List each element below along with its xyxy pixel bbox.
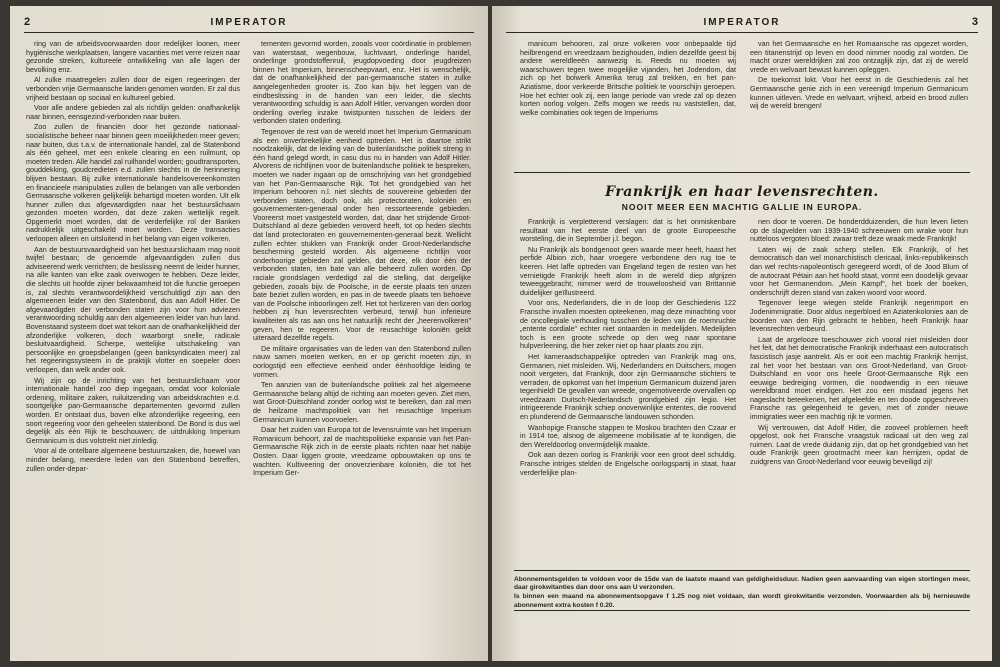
notice-top-rule: [514, 570, 970, 571]
left-page: [10, 6, 488, 661]
right-page-column-3: [520, 218, 736, 564]
left-col1-text: [26, 40, 240, 473]
paragraph: De toekomst lokt. Voor het eerst in de Geschiedenis zal het Germaansche genie zich in een vereenigd Imperium Germanicum kunnen uitleven. Vrede en welvaart, vrijheid, arbeid en brood zullen wij de wereld brengen!: [750, 75, 968, 111]
article-subtitle: NOOIT MEER EEN MACHTIG GALLIE IN EUROPA.: [621, 202, 863, 212]
article-title: Frankrijk en haar levensrechten.: [605, 184, 879, 200]
notice-bottom-rule: [514, 610, 970, 611]
left-page-column-1: [26, 40, 240, 654]
running-title-right: IMPERATOR: [703, 17, 781, 28]
paragraph: tementen gevormd worden, zooals voor coördinatie in problemen van waterstaat, wegenbouw, luchtvaart, onderlinge handel, onderlinge grondstoffenruil, jeugdopvoeding door jeugdreizen binnen het Imperium, binnenscheepvaart, enz. Het is wenschelijk, dat de onafhankelijkheid der pan-germaansche staten in zulke aangelegenheden grooter is. Zoo kan bijv. het leggen van de eindbeslissing in de handen van een leider, die slechts verantwoording schuldig is aan Adolf Hitler, vervangen worden door onderling overleg inzake twistpunten tusschen de leiders der verbonden staten onderling.: [253, 40, 471, 126]
paragraph: Tegenover leege wiegen stelde Frankrijk negerimport en Jodenimmigratie. Door aldus negerbloed en Aziatenkolonies aan de boorden van den Rijn gebracht te hebben, heeft Frankrijk haar levensrechten verbeurd.: [750, 298, 968, 334]
right-col4-text: [750, 218, 968, 467]
paragraph: Wij zijn op de inrichting van het bestuurslichaam voor internationale handel zoo diep ingegaan, omdat voor koloniale ordening, militaire zaken, ruiluitzending van arbeidskrachten e.d. soortgelijke pan-Germaansche departementen gevormd zullen worden. Er ontstaat dus, boven elke afzonderlijke regeering, een soort regeering voor den geheelen statenbond. De Bond is dus wel degelijk als één Rijk te beschouwen; de uitdrukking Imperium Germanicum is dus volstrekt niet zinledig.: [26, 375, 240, 445]
paragraph: Zoo zullen de financiën door het gezonde nationaal-socialistische beheer naar binnen geen moeilijkheden meer geven; naar buiten, dus t.a.v. de internationale handel, zal de Statenbond als één geheel, met een enkele clearing en een ruilmunt, op moeten treden. Alle handel zal ruilhandel worden; goudtransporten, gouddekking, goudcredieten e.d. zullen slechts in de herinnering blijven bestaan. Bij zulke internationale handelsovereenkomsten en financieele manipulaties zullen de belangen van alle verbonden Germaansche volkeren gelijkelijk behartigd moeten worden. Uit elk hunner zullen dus afgevaardigden naar het bestuurslichaam gezonden moeten worden, dat deze zaken wettelijk regelt. Opgemerkt moet worden, dat de verderfelijke rol der Banken nadrukkelijk uitgeschakeld moet worden. Deze transacties verloopen alleen en uitsluitend in het belang van eigen volkeren.: [26, 122, 240, 244]
running-title-left: IMPERATOR: [210, 17, 288, 28]
paragraph: Voor alle andere gebieden zal als richtlijn gelden: onafhankelijk naar binnen, eensgezind-verbonden naar buiten.: [26, 103, 240, 121]
paragraph: van het Germaansche en het Romaansche ras opgezet worden, een titanenstrijd op leven en dood nimmer noodig zal worden. De macht onzer wereldrijken zal zoo ontzaglijk zijn, dat zij de wereld vrede en welvaart bewust kunnen opleggen.: [750, 40, 968, 74]
paragraph: Voor ons, Nederlanders, die in de loop der Geschiedenis 122 Fransche invallen moesten opteekenen, mag deze minachting voor de oncollegiale verhouding tusschen de leden van de roemruchte „entente cordiale" echter niet ontaarden in medelijden. Medelijden toch is een groote schrede op den weg naar spontane hulpverleening, die hier zeker niet op haar plaats zou zijn.: [520, 298, 736, 351]
right-page-column-4: [750, 218, 968, 564]
paragraph: nen door te voeren. De honderdduizenden, die hun leven lieten op de slagvelden van 1939-1940 schreeuwen om wrake voor hun nutteloos vergoten bloed: zwaar treft deze wraak mede Frankrijk!: [750, 218, 968, 244]
paragraph: Nu Frankrijk als bondgenoot geen waarde meer heeft, haast het perfide Albion zich, haar vroegere verbondene den rug toe te keeren. Het laffe optreden van Engeland tegen de resten van het vernietigde Frankrijk heeft alom in de wereld diep afgrijzen teweeggebracht; nimmer werd de trouweloosheid van Brittannië duidelijker geïllustreerd.: [520, 244, 736, 297]
right-col3-text: [520, 218, 736, 477]
paragraph: Wij vertrouwen, dat Adolf Hitler, die zooveel problemen heeft opgelost, ook het Fransche vraagstuk radicaal uit den weg zal ruimen. Laat de vrede duidanig zijn, dat op het grondgebied van het oude Frankrijk geen grootmacht meer kan herrijzen, opdat de zuidgrens van Groot-Nederland voor eeuwig beveiligd zij!: [750, 422, 968, 467]
paragraph: Laat de argelooze toeschouwer zich vooral niet misleiden door het feit, dat het democratische Frankrijk inderhaast een autocratisch fascistisch jasje aantrekt. Als er ooit een machtig Frankrijk herrijst, zal het voor het bestaan van ons Groot-Nederland, van Groot-Duitschland en voor ons heele Groot-Germaansche Rijk een eeuwige bedreiging vormen, die noodwendig in een nieuwe wereldbrand moet eindigen. Het zou een misdaad jegens het nageslacht beteekenen, het afgeleefde en ten doode opgeschreven Fransche ras gelegenheid te geven, met of zonder nieuwe immigraties weer een machtig rijk te vormen.: [750, 334, 968, 422]
paragraph: Het kameraadschappelijke optreden van Frankrijk mag ons, Germanen, niet misleiden. Wij, Nederlanders en Duitschers, mogen nooit vergeten, dat Frankrijk, door zijn Germaansche stichters te verraden, de opkomst van het Imperium Germanicum duizend jaren tegenhield! De gevallen van wreede, ongemotiveerde overvallen op vreedzaam Duitsch-Nederlandsch grondgebied zijn legio. Het intrigeerende Frankrijk schiep onoverwinlijke ententes, die roovend en plunderend de Germaansche landouwen schonden.: [520, 351, 736, 422]
right-page: [492, 6, 992, 661]
subscription-notice: [514, 576, 970, 611]
right-page-column-1: [520, 40, 736, 166]
paragraph: Ook aan dezen oorlog is Frankrijk voor een groot deel schuldig. Fransche intriges stelden de Engelsche oorlogspartij in staat, haar verderfelijke plan-: [520, 450, 736, 477]
right-col1-text: [520, 40, 736, 117]
paragraph: Wanhopige Fransche stappen te Moskou brachten den Czaar er in 1914 toe, alsnog de algemeene mobilisatie af te kondigen, die den Wereldoorlog onvermijdelijk maakte.: [520, 422, 736, 449]
running-head-left: [24, 16, 474, 33]
paragraph: Daar het zuiden van Europa tot de levensruimte van het Imperium Romanicum behoort, zal de machtspolitieke expansie van het Pan-Germaansche Rijk zich in de eerste plaats richten naar het nabije Oosten. Daar liggen groote, vreedzame opbouwtaken op ons te wachten. Kultiveering der onoverzienbare koloniën, die tot het Imperium Ger-: [253, 425, 471, 478]
page-number-left: 2: [24, 16, 31, 28]
right-col2-text: [750, 40, 968, 111]
running-head-right: [506, 16, 978, 33]
left-page-column-2: [253, 40, 471, 654]
notice-line-1: Abonnementsgelden te voldoen voor de 15de van de laatste maand van geldigheidsduur. Nadien geen aanvaarding van eigen stortingen meer, daar girokwitanties dan door ons aan U verzonden.: [514, 576, 970, 592]
paragraph: De militaire organisaties van de leden van den Statenbond zullen nauw samen moeten werken, en er op gericht moeten zijn, in oorlogstijd een effectieve eenheid onder éénhoofdige leiding te vormen.: [253, 343, 471, 379]
paragraph: ring van de arbeidsvoorwaarden door redelijker loonen, meer hygiënische werkplaatsen, langere vacanties met verre reizen naar gezonde streken, kultureele ontwikkeling van alle lagen der bevolking enz.: [26, 40, 240, 74]
paragraph: Tegenover de rest van de wereld moet het Imperium Germanicum als een onverbrekelijke eenheid optreden. Het is daartoe strikt noodzakelijk, dat de leiding van de buitenlandsche politiek streng in één hand gelegd wordt, in casu dus nu in handen van Adolf Hitler. Alvorens de richtlijnen voor de buitenlandsche politiek te bespreken, moeten we nader ingaan op de omschrijving van het grondgebied van het Pan-Germaansche Rijk. Tot het grondgebied van het Imperium behooren n.l. niet slechts de souvereine gebieden der verbonden staten, doch ook, als protectoraten, koloniën en gouvernementen-generaal onder hen ressorteerende gebieden. Vooreerst moet vastgesteld worden, dat, daar het strijdende Groot-Duitschland al deze gebieden veroverd heeft, tot op heden slechts dat land protectoraten en gouvernementen-generaal bezit. Wellicht zullen echter stukken van Frankrijk onder Groot-Nederlandsche bescherming gesteld worden. Als algemeene richtlijn voor onderhoorige gebieden zal gelden, dat deze, elk door één der verbonden staten, ten bate van alle beheerd zullen worden. Op raciale grondslagen verdedigd zal die stelling, dat dergelijke gebieden, zooals bijv. de Poolsche, in de eerste plaats ten onzen bate beziet zullen worden, en pas in de tweede plaats ten behoeve van de Poolsche inboorlingen zelf. Het tot herlizeren van den oorlog hebben zij hun levensrechten verbeurd, terwijl hun inferieure kwaliteiten als ras aan ons het natuurlijk recht der „heerenvolkeren" geven, hen te regeeren. Voor de reusachtige koloniën geldt uiteraard dezelfde regels.: [253, 126, 471, 343]
article-top-rule: [514, 172, 970, 173]
paragraph: manicum behooren, zal onze volkeren voor onbepaalde tijd heilbrengend en vreedzaam bezighouden, indien dezelfde geest bij andere wereldleeën aanwezig is. Reeds nu moeten wij waarschuwen tegen twee mogelijke vijanden, het Jodendom, dat zich op het bolwerk Amerika terug zal trekken, en het pan-Aziatisme, door verkeerde Britsche politiek te voorschijn geroepen. Hoe het echter ook zij, een lange periode van vrede zal op dezen korten oorlog volgen. Zelfs mogen we reeds nu vaststellen, dat, welke combinaties ook tegen de Imperiums: [520, 40, 736, 117]
paragraph: Ten aanzien van de buitenlandsche politiek zal het algemeene Germaansche belang altijd de richting aan moeten geven. Ziet men, wat Groot-Duitschland zonder oorlog wist te bereiken, dan zal men de heilzame machtspolitiek van het reusachtige Imperium Germanicum kunnen voorvoelen.: [253, 380, 471, 424]
paragraph: Voor al de ontelbare algemeene bestuurszaken, die, hoewel van minder belang, meerdere leden van den Statenbond betreffen, zullen onder-depar-: [26, 446, 240, 473]
paragraph: Aan de bestuursvaardigheid van het bestuurslichaam mag nooit twijfel bestaan; de genoemde afgevaardigden zullen dus adviseerend werk verrichten; de beslissing neemt de leider hunner, na alle kanten van elke zaak overwogen te hebben. Deze leider, die slechts uit hoofde zijner bekwaamheid tot die functie geroepen is, zal slechts verantwoordelijkheid verschuldigd zijn aan den algemeenen leider van den Statenbond, dus aan Adolf Hitler. De afgevaardigden der verbonden staten zijn voor hun adviezen verantwoording schuldig aan den algemeenen leider van hun land. Bovenstaand systeem doet wat tekort aan de onafhankelijkheid der afzonderlijke volkeren, doch waarborgt snelle, radicale besluitvaardigheid. Scherpe, wettelijke uitschakeling van persoonlijke en groepsbelangen (geen banksyndicaten meer) zal het regeeringssysteem in de praktijk vlotter en soepeler doen verloopen, dan welk ander ook.: [26, 244, 240, 374]
paragraph: Al zulke maatregelen zullen door de eigen regeeringen der verbonden vrije Germaansche landen genomen worden. Er zal dus vrijheid bestaan op sociaal en kultureel gebied.: [26, 75, 240, 102]
page-number-right: 3: [971, 16, 978, 28]
left-col2-text: [253, 40, 471, 478]
article-heading: [512, 184, 972, 212]
right-page-column-2: [750, 40, 968, 166]
notice-line-2: Is binnen een maand na abonnementsopgave f 1.25 nog niet voldaan, dan wordt girokwitantie verzonden. Voorwaarden als bij hernieuwde abonnement extra kosten f 0.20.: [514, 593, 970, 609]
paragraph: Laten wij de zaak scherp stellen. Elk Frankrijk, of het democratisch dan wel monarchistisch clericaal, links-republikeinsch dan wel rechts-napoleontisch geregeerd wordt, of de Jood Blum of de autocraat Pétain aan het hoofd staat, vormt een doodelijk gevaar voor het Germanendom. „Mein Kampf", het boek der boeken, onderschrijft dezen stand van zaken woord voor woord.: [750, 244, 968, 297]
paragraph: Frankrijk is verpletterend verslagen: dat is het onmiskenbare resultaat van het eerste deel van de groote Europeesche worsteling, die in September j.l. begon.: [520, 218, 736, 244]
